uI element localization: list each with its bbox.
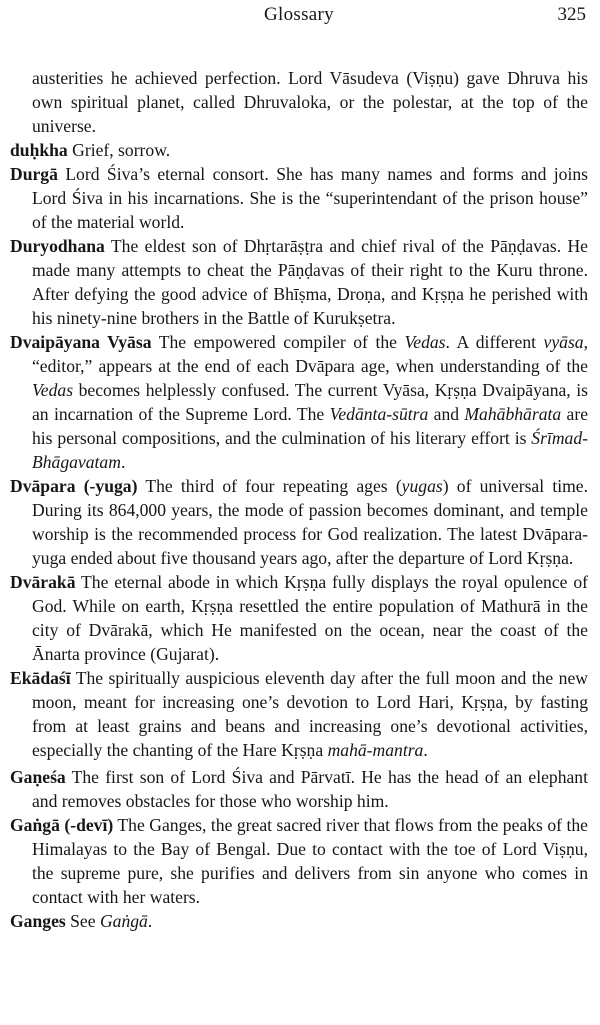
header-title: Glossary — [264, 4, 334, 25]
entry-term: Dvāpara (-yuga) — [10, 476, 138, 496]
glossary-entry — [10, 162, 588, 234]
entry-term: Dvārakā — [10, 572, 76, 592]
entry-definition: The eldest son of Dhṛtarāṣṭra and chief rival of the Pāṇḍavas. He made many attempts to cheat the Pāṇḍavas of their right to the Kuru throne. After defying the good advice of Bhīṣma, Droṇa, and Kṛṣṇa he perished with his ninety-nine brothers in the Battle of Kurukṣetra. — [32, 236, 588, 328]
glossary-entry — [10, 813, 588, 909]
entry-definition: The first son of Lord Śiva and Pārvatī. He has the head of an elephant and removes obstacles for those who worship him. — [32, 767, 588, 811]
glossary-entry-continued — [10, 66, 588, 138]
entry-definition: The spiritually auspicious eleventh day after the full moon and the new moon, meant for increasing one’s devotion to Lord Hari, Kṛṣṇa, by fasting from at least grains and beans and increasing one’s devotional activities, especially the chanting of the Hare Kṛṣṇa mahā-mantra. — [32, 668, 588, 760]
entry-term: Durgā — [10, 164, 58, 184]
entry-definition: The third of four repeating ages (yugas) of universal time. During its 864,000 years, the mode of passion becomes dominant, and temple worship is the recommended process for God realization. The latest Dvāpara-yuga ended about five thousand years ago, after the departure of Lord Kṛṣṇa. — [32, 476, 588, 568]
glossary-entry — [10, 138, 588, 162]
glossary-entry — [10, 765, 588, 813]
entry-definition: The eternal abode in which Kṛṣṇa fully displays the royal opulence of God. While on earth, Kṛṣṇa resettled the entire population of Mathurā in the city of Dvārakā, which He manifested on the ocean, near the coast of the Ānarta province (Gujarat). — [32, 572, 588, 664]
entry-term: Ekādaśī — [10, 668, 71, 688]
entry-term: Dvaipāyana Vyāsa — [10, 332, 152, 352]
entry-term: duḥkha — [10, 140, 68, 160]
glossary-entry — [10, 909, 588, 933]
glossary-entry — [10, 330, 588, 474]
page-number: 325 — [557, 4, 586, 25]
entry-definition: Lord Śiva’s eternal consort. She has many names and forms and joins Lord Śiva in his incarnations. She is the “superintendant of the prison house” of the material world. — [32, 164, 588, 232]
glossary-entry — [10, 234, 588, 330]
entry-term: Gaṇeśa — [10, 767, 66, 787]
entry-term: Ganges — [10, 911, 66, 931]
glossary-entry — [10, 666, 588, 762]
entry-definition: austerities he achieved perfection. Lord Vāsudeva (Viṣṇu) gave Dhruva his own spiritual planet, called Dhruvaloka, or the polestar, at the top of the universe. — [32, 68, 588, 136]
glossary-entry — [10, 474, 588, 570]
glossary-entries — [10, 66, 588, 933]
entry-definition: See Gaṅgā. — [70, 911, 153, 931]
entry-term: Duryodhana — [10, 236, 105, 256]
running-header — [10, 0, 588, 30]
entry-term: Gaṅgā (-devī) — [10, 815, 114, 835]
entry-definition: The empowered compiler of the Vedas. A different vyāsa, “editor,” appears at the end of each Dvāpara age, when understanding of the Vedas becomes helplessly confused. The current Vyāsa, Kṛṣṇa Dvaipāyana, is an incarnation of the Supreme Lord. The Vedānta-sūtra and Mahābhārata are his personal compositions, and the culmination of his literary effort is Śrīmad-Bhāgavatam. — [32, 332, 589, 472]
entry-definition: Grief, sorrow. — [72, 140, 171, 160]
entry-definition: The Ganges, the great sacred river that flows from the peaks of the Himalayas to the Bay of Bengal. Due to contact with the toe of Lord Viṣṇu, the supreme pure, she purifies and delivers from sin anyone who comes in contact with her waters. — [32, 815, 588, 907]
glossary-entry — [10, 570, 588, 666]
